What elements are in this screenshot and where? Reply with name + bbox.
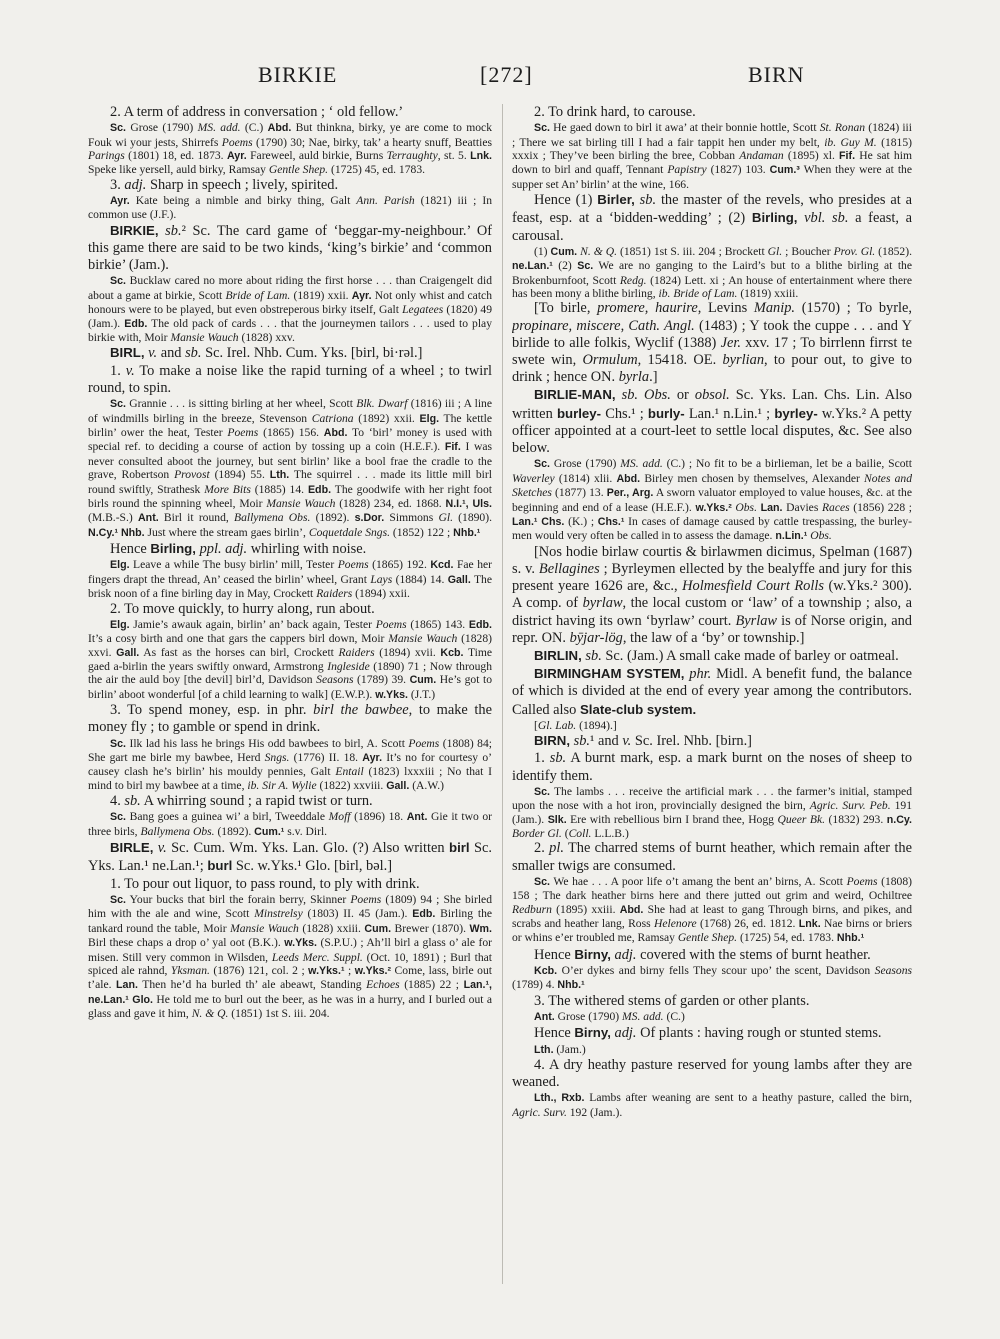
citation-paragraph: [Gl. Lab. (1894).] [534, 718, 617, 732]
entry-paragraph: Hence Birling, ppl. adj. whirling with noise. [110, 541, 367, 558]
page-number: [272] [480, 62, 533, 87]
entry-paragraph: BIRL, v. and sb. Sc. Irel. Nhb. Cum. Yks. [birl, bi·rəl.] [110, 345, 423, 362]
citation-paragraph: Sc. Ilk lad his lass he brings His odd bawbees to birl, A. Scott Poems (1808) 84; She gart me birle my bawbee, Herd Sngs. (1776) II. 18. Ayr. It’s no for courtesy o’ causey clash he’s birlin’ his mouldy pennies, Galt Entail (1823) lxxxiii ; No that I mind to birl my bawbee at a time, ib. Sir A. Wylie (1822) xxviii. Gall. (A.W.) [88, 736, 492, 792]
entry-paragraph: [Nos hodie birlaw courtis & birlawmen dicimus, Spelman (1687) s. v. Bellagines ; Byrleymen ellected by the bealyffe and jury for this present yeare 1626 are, &c., Holmesfield Court Rolls (w.Yks.² 300). A comp. of byrlaw, the local custom or ‘law’ of a township ; also, a district having its own ‘byrlaw’ court. Byrlaw is of Norse origin, and repr. ON. bȳjar-lög, the law of a ‘by’ or township.] [512, 543, 912, 646]
entry-paragraph: 1. v. To make a noise like the rapid turning of a wheel ; to twirl round, to spin. [88, 362, 492, 396]
entry-paragraph: Hence Birny, adj. covered with the stems of burnt heather. [534, 946, 871, 963]
entry-paragraph: BIRLIN, sb. Sc. (Jam.) A small cake made of barley or oatmeal. [534, 647, 899, 664]
citation-paragraph: Lth. (Jam.) [534, 1042, 586, 1056]
entry-paragraph: [To birle, promere, haurire, Levins Manip. (1570) ; To byrle, propinare, miscere, Cath. Angl. (1483) ; Y took the cuppe . . . and Y birlide to alle folkis, Wyclif (1388) Jer. xxv. 17 ; To birrlenn firrst te swete win, Ormulum, 15418. OE. byrlian, to pour out, to give to drink ; hence ON. byrla.] [512, 300, 912, 386]
citation-paragraph: Sc. Grannie . . . is sitting birling at her wheel, Scott Blk. Dwarf (1816) iii ; A line of windmills birling in the breeze, Stevenson Catriona (1892) xxii. Elg. The kettle birlin’ ower the heat, Tester Poems (1865) 156. Abd. To ‘birl’ money is used with special ref. to deciding a course of action by tossing up a coin (H.E.F.). Fif. I was never consulted aboot the journey, but sent birlin’ like a bool frae the cradle to the grave, Robertson Provost (1894) 55. Lth. The squirrel . . . made its little mill birl round swiftly, Strathesk More Bits (1885) 14. Edb. The goodwife with her right foot birls round the spinning wheel, Moir Mansie Wauch (1828) 234, ed. 1868. N.I.¹, Uls. (M.B.-S.) Ant. Birl it round, Ballymena Obs. (1892). s.Dor. Simmons Gl. (1890). N.Cy.¹ Nhb. Just where the stream gaes birlin’, Coquetdale Sngs. (1852) 122 ; Nhb.¹ [88, 397, 492, 539]
entry-paragraph: Hence Birny, adj. Of plants : having rough or stunted stems. [534, 1025, 882, 1042]
citation-paragraph: Ant. Grose (1790) MS. add. (C.) [534, 1010, 685, 1024]
citation-paragraph: Kcb. O’er dykes and birny fells They scour upo’ the scent, Davidson Seasons (1789) 4. Nhb.¹ [512, 964, 912, 992]
entry-paragraph: 4. A dry heathy pasture reserved for young lambs after they are weaned. [512, 1057, 912, 1091]
right-column [512, 104, 912, 1290]
entry-paragraph: 2. To drink hard, to carouse. [534, 104, 696, 120]
entry-paragraph: 4. sb. A whirring sound ; a rapid twist or turn. [110, 793, 373, 810]
entry-paragraph: 3. adj. Sharp in speech ; lively, spirited. [110, 176, 339, 193]
citation-paragraph: Sc. He gaed down to birl it awa’ at their bonnie hottle, Scott St. Ronan (1824) iii ; There we sat birling till I had a fair tappit hen under my belt, ib. Guy M. (1815) xxxix ; They’ve been birling the bree, Cobban Andaman (1895) xl. Fif. He sat him down to birl and quaff, Tennant Papistry (1827) 103. Cum.³ When they were at the supper set An’ birlin’ at the wine, 166. [512, 121, 912, 191]
citation-paragraph: Sc. We hae . . . A poor life o’t amang the bent an’ birns, A. Scott Poems (1808) 158 ; The dark heather birns here and there jutted out grim and weird, Ochiltree Redburn (1895) xxiii. Abd. She had at least to gang Through birns, and pikes, and scrabs and heather lang, Ross Helenore (1768) 26, ed. 1812. Lnk. Nae birns or briers or whins e’er troubled me, Ramsay Gentle Shep. (1725) 54, ed. 1783. Nhb.¹ [512, 874, 912, 945]
entry-paragraph: BIRMINGHAM SYSTEM, phr. Midl. A benefit fund, the balance of which is divided at the end of every year among the contributors. Called also Slate-club system. [512, 666, 912, 718]
citation-paragraph: Sc. The lambs . . . receive the artificial mark . . . the farmer’s initial, stamped upon the nose with a hot iron, provincially designed the birn, Agric. Surv. Peb. 191 (Jam.). Slk. Ere with rebellious birn I brand thee, Hogg Queer Bk. (1832) 293. n.Cy. Border Gl. (Coll. L.L.B.) [512, 784, 912, 840]
citation-paragraph: (1) Cum. N. & Q. (1851) 1st S. iii. 204 ; Brockett Gl. ; Boucher Prov. Gl. (1852). ne.Lan.¹ (2) Sc. We are no ganging to the Laird’s but to a blithe birling at the Brokenburnfoot, Scott Redg. (1824) Lett. xi ; An house of entertainment where there has been mony a blithe birling, ib. Bride of Lam. (1819) xxiii. [512, 244, 912, 301]
entry-paragraph: BIRN, sb.¹ and v. Sc. Irel. Nhb. [birn.] [534, 733, 752, 750]
entry-paragraph: BIRKIE, sb.² Sc. The card game of ‘beggar-my-neighbour.’ Of this game there are said to be two kinds, ‘king’s birkie’ and ‘common birkie’ (Jam.). [88, 222, 492, 274]
citation-paragraph: Sc. Grose (1790) MS. add. (C.) Abd. But thinkna, birky, ye are come to mock Fouk wi your jests, Shirrefs Poems (1790) 30; Nae, birky, tak’ a hearty snuff, Beatties Parings (1801) 18, ed. 1873. Ayr. Fareweel, auld birkie, Burns Terraughty, st. 5. Lnk. Speke like yersell, auld birky, Ramsay Gentle Shep. (1725) 45, ed. 1783. [88, 121, 492, 177]
entry-paragraph: 2. A term of address in conversation ; ‘ old fellow.’ [110, 104, 404, 120]
entry-paragraph: BIRLIE-MAN, sb. Obs. or obsol. Sc. Yks. Lan. Chs. Lin. Also written burley- Chs.¹ ; burly- Lan.¹ n.Lin.¹ ; byrley- w.Yks.² A petty officer appointed at a court-leet to settle local disputes, &c. See also below. [512, 387, 912, 457]
entry-paragraph: 1. To pour out liquor, to pass round, to ply with drink. [110, 875, 420, 892]
entry-paragraph: 3. The withered stems of garden or other plants. [534, 992, 810, 1009]
citation-paragraph: Sc. Your bucks that birl the forain berry, Skinner Poems (1809) 94 ; She birled him with the ale and wine, Scott Minstrelsy (1803) II. 45 (Jam.). Edb. Birling the tankard round the table, Moir Mansie Wauch (1828) xxiii. Cum. Brewer (1870). Wm. Birl these chaps a drop o’ yal oot (B.K.). w.Yks. (S.P.U.) ; Ah’ll birl a glass o’ ale for misen. Still very common in Wilsden, Leeds Merc. Suppl. (Oct. 10, 1891) ; Burl that spiced ale rahnd, Yksman. (1876) 121, col. 2 ; w.Yks.¹ ; w.Yks.² Come, lass, birle out t’ale. Lan. Then he’d ha burled th’ ale abeawt, Standing Echoes (1885) 22 ; Lan.¹, ne.Lan.¹ Glo. He told me to burl out the beer, as he was in a hurry, and I burled out a glass and gave it him, N. & Q. (1851) 1st S. iii. 204. [88, 892, 492, 1021]
citation-paragraph: Ayr. Kate being a nimble and birky thing, Galt Ann. Parish (1821) iii ; In common use (J.F.). [88, 194, 492, 222]
entry-paragraph: 2. pl. The charred stems of burnt heather, which remain after the smaller twigs are consumed. [512, 840, 912, 874]
left-column [88, 104, 492, 1290]
column-divider [502, 104, 503, 1284]
entry-paragraph: 2. To move quickly, to hurry along, run about. [110, 600, 375, 617]
running-head-left: BIRKIE [258, 62, 338, 87]
entry-paragraph: 1. sb. A burnt mark, esp. a mark burnt on the noses of sheep to identify them. [512, 750, 912, 784]
entry-paragraph: Hence (1) Birler, sb. the master of the revels, who presides at a feast, esp. at a ‘bidden-wedding’ ; (2) Birling, vbl. sb. a feast, a carousal. [512, 192, 912, 244]
citation-paragraph: Sc. Bucklaw cared no more about riding the first horse . . . than Craigengelt did about a game at birkie, Scott Bride of Lam. (1819) xxii. Ayr. Not only whist and catch honours were to be played, but even obstreperous birky itself, Galt Legatees (1820) 49 (Jam.). Edb. The old pack of cards . . . that the journeymen tailors . . . used to play birkie with, Moir Mansie Wauch (1828) xxv. [88, 274, 492, 345]
citation-paragraph: Sc. Grose (1790) MS. add. (C.) ; No fit to be a birlieman, let be a bailie, Scott Waverley (1814) xlii. Abd. Birley men chosen by themselves, Alexander Notes and Sketches (1877) 13. Per., Arg. A sworn valuator employed to value houses, &c. at the beginning and end of a lease (H.E.F.). w.Yks.² Obs. Lan. Davies Races (1856) 228 ; Lan.¹ Chs. (K.) ; Chs.¹ In cases of damage caused by cattle trespassing, the burley-men would very often be called in to assess the damage. n.Lin.¹ Obs. [512, 457, 912, 543]
citation-paragraph: Lth., Rxb. Lambs after weaning are sent to a heathy pasture, called the birn, Agric. Surv. 192 (Jam.). [512, 1091, 912, 1119]
citation-paragraph: Sc. Bang goes a guinea wi’ a birl, Tweeddale Moff (1896) 18. Ant. Gie it two or three birls, Ballymena Obs. (1892). Cum.¹ s.v. Dirl. [88, 810, 492, 838]
entry-paragraph: BIRLE, v. Sc. Cum. Wm. Yks. Lan. Glo. (?) Also written birl Sc. Yks. Lan.¹ ne.Lan.¹; burl Sc. w.Yks.¹ Glo. [birl, bəl.] [88, 840, 492, 875]
entry-paragraph: 3. To spend money, esp. in phr. birl the bawbee, to make the money fly ; to gamble or spend in drink. [88, 702, 492, 736]
citation-paragraph: Elg. Leave a while The busy birlin’ mill, Tester Poems (1865) 192. Kcd. Fae her fingers drapt the thread, An’ ceased the birlin’ wheel, Grant Lays (1884) 14. Gall. The brisk noon of a fine birling day in May, Crockett Raiders (1894) xxii. [88, 558, 492, 601]
running-head-right: BIRN [748, 62, 805, 87]
citation-paragraph: Elg. Jamie’s awauk again, birlin’ an’ back again, Tester Poems (1865) 143. Edb. It’s a cosy birth and one that gars the cappers birl down, Moir Mansie Wauch (1828) xxvi. Gall. As fast as the horses can birl, Crockett Raiders (1894) xvii. Kcb. Time gaed a-birlin the years swiftly onward, Armstrong Ingleside (1890) 71 ; Now through the air the auld boy [the devil] birl’d, Davidson Seasons (1789) 39. Cum. He’s got to birlin’ aboot wonderful [of a child learning to walk] (E.W.P.). w.Yks. (J.T.) [88, 617, 492, 701]
